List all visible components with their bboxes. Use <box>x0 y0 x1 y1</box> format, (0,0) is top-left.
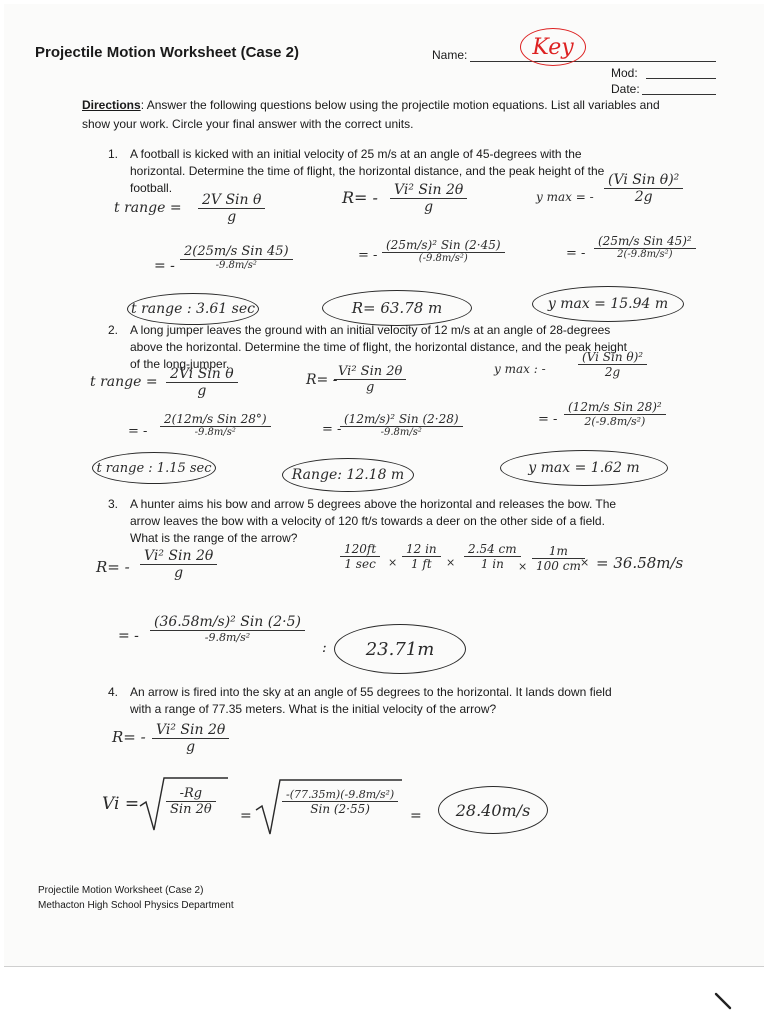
date-label: Date: <box>611 82 640 96</box>
t-range-label: t range = <box>114 200 182 216</box>
t-formula <box>198 192 265 225</box>
ymax-answer: y max = 15.94 m <box>532 286 684 322</box>
r-answer: 23.71m <box>334 624 466 674</box>
conversion-4-num: 1m <box>532 544 585 559</box>
conversion-4 <box>532 544 585 573</box>
question-3 <box>108 496 628 547</box>
conversion-3-den: 1 in <box>480 557 504 571</box>
times-symbol: × <box>388 556 398 569</box>
directions-text: : Answer the following questions below using the projectile motion equations. List all variables and show your work. Circle your final answer with the correct units. <box>82 98 660 131</box>
answer-eq: : <box>322 640 327 656</box>
times-symbol: × <box>446 556 456 569</box>
times-symbol: × <box>518 560 528 573</box>
t-answer: t range : 3.61 sec <box>127 293 259 325</box>
conversion-2 <box>402 542 441 571</box>
r-substitution <box>340 412 463 438</box>
ymax-sub-num: (25m/s Sin 45)² <box>594 234 696 249</box>
name-value-key: Key <box>520 28 586 66</box>
question-text: A football is kicked with an initial velocity of 25 m/s at an angle of 45-degrees with the horizontal. Determine the time of flight, the horizontal distance, and the peak height of the football. <box>130 147 605 195</box>
ymax-answer: y max = 1.62 m <box>500 450 668 486</box>
vi-substitution <box>282 788 398 816</box>
t-formula-den: g <box>197 383 207 399</box>
ymax-formula-den: 2g <box>634 189 653 205</box>
name-line <box>470 61 716 62</box>
t-range-label: t range = <box>90 374 158 390</box>
vi-sub-den: Sin (2·55) <box>310 802 370 816</box>
t-formula-den: g <box>227 209 237 225</box>
footer-line-1: Projectile Motion Worksheet (Case 2) <box>38 885 204 896</box>
footer-line-2: Methacton High School Physics Department <box>38 900 234 911</box>
r-formula-den: g <box>186 739 196 755</box>
directions-heading: Directions <box>82 98 141 112</box>
r-sub-den: (-9.8m/s²) <box>418 253 468 264</box>
r-formula-num: Vi² Sin 2θ <box>152 722 229 739</box>
r-sub-den: -9.8m/s² <box>204 631 251 644</box>
r-label: R= - <box>306 372 338 388</box>
date-line <box>642 94 716 95</box>
ymax-formula-den: 2g <box>604 365 621 379</box>
vi-formula-den: Sin 2θ <box>170 802 212 817</box>
ymax-label: y max = - <box>536 190 594 204</box>
t-substitution <box>160 412 271 438</box>
r-formula-num: Vi² Sin 2θ <box>140 548 217 565</box>
question-text: An arrow is fired into the sky at an angle of 55 degrees to the horizontal. It lands down field with a range of 77.35 meters. What is the initial velocity of the arrow? <box>130 685 612 716</box>
r-sub-eq: = - <box>358 248 378 263</box>
r-label: R= - <box>342 188 378 207</box>
conversion-3-num: 2.54 cm <box>464 542 521 557</box>
t-formula <box>166 366 238 399</box>
r-answer: Range: 12.18 m <box>282 458 414 492</box>
r-sub-num: (25m/s)² Sin (2·45) <box>382 238 505 253</box>
r-answer: R= 63.78 m <box>322 290 472 326</box>
ymax-formula-num: (Vi Sin θ)² <box>578 350 647 365</box>
ymax-formula-num: (Vi Sin θ)² <box>604 172 683 189</box>
r-formula-den: g <box>424 199 434 215</box>
answer-eq: = <box>410 808 422 824</box>
conversion-result: = 36.58m/s <box>596 554 684 572</box>
mod-line <box>646 78 716 79</box>
r-formula-den: g <box>366 380 375 395</box>
r-formula <box>390 182 467 215</box>
vi-answer: 28.40m/s <box>438 786 548 834</box>
vi-label: Vi = <box>102 794 140 814</box>
question-number: 4. <box>108 685 119 699</box>
t-sub-eq: = - <box>128 424 148 439</box>
t-sub-den: -9.8m/s² <box>215 260 257 271</box>
vi-sub-eq: = <box>240 808 252 824</box>
ymax-sub-den: 2(-9.8m/s²) <box>617 249 673 260</box>
conversion-2-den: 1 ft <box>410 557 432 571</box>
ymax-sub-eq: = - <box>538 412 558 427</box>
conversion-2-num: 12 in <box>402 542 441 557</box>
t-substitution <box>180 244 293 271</box>
question-number: 2. <box>108 323 119 337</box>
r-substitution <box>382 238 505 264</box>
question-text: A long jumper leaves the ground with an initial velocity of 12 m/s at an angle of 28-degrees above the horizontal. Determine the time of flight, the horizontal distance, and the peak height of the long-jumper. <box>130 323 627 371</box>
t-answer: t range : 1.15 sec <box>92 452 216 484</box>
ymax-substitution <box>564 400 666 428</box>
t-formula-num: 2V Sin θ <box>198 192 265 209</box>
r-sub-eq: = - <box>322 422 342 437</box>
r-substitution <box>150 614 305 644</box>
directions <box>82 96 682 134</box>
t-sub-den: -9.8m/s² <box>194 427 236 438</box>
pen-stroke-mark <box>712 990 736 1014</box>
vi-formula-num: -Rg <box>166 786 216 802</box>
vi-sub-num: -(77.35m)(-9.8m/s²) <box>282 788 398 802</box>
r-label: R= - <box>112 728 146 746</box>
t-sub-num: 2(12m/s Sin 28°) <box>160 412 271 427</box>
r-formula <box>152 722 229 755</box>
ymax-sub-num: (12m/s Sin 28)² <box>564 400 666 415</box>
conversion-1-den: 1 sec <box>344 557 376 571</box>
t-formula-num: 2Vi Sin θ <box>166 366 238 383</box>
r-sub-num: (12m/s)² Sin (2·28) <box>340 412 463 427</box>
worksheet-title: Projectile Motion Worksheet (Case 2) <box>35 44 299 61</box>
question-number: 3. <box>108 497 119 511</box>
question-number: 1. <box>108 147 119 161</box>
conversion-1-num: 120ft <box>340 542 380 557</box>
name-label: Name: <box>432 48 468 62</box>
conversion-1 <box>340 542 380 571</box>
r-formula <box>140 548 217 581</box>
conversion-3 <box>464 542 521 571</box>
t-sub-num: 2(25m/s Sin 45) <box>180 244 293 260</box>
ymax-formula <box>604 172 683 205</box>
times-symbol: × <box>580 556 590 569</box>
r-sub-den: -9.8m/s² <box>380 427 422 438</box>
vi-formula <box>166 786 216 817</box>
conversion-4-den: 100 cm <box>536 559 581 573</box>
question-text: A hunter aims his bow and arrow 5 degrees above the horizontal and releases the bow. The arrow leaves the bow with a velocity of 120 ft/s towards a deer on the other side of a field. What is the range of the arrow? <box>130 497 617 545</box>
ymax-sub-eq: = - <box>566 246 586 261</box>
ymax-label: y max : - <box>494 362 546 376</box>
r-label: R= - <box>96 558 130 576</box>
r-formula <box>334 364 406 395</box>
r-formula-num: Vi² Sin 2θ <box>390 182 467 199</box>
r-sub-num: (36.58m/s)² Sin (2·5) <box>150 614 305 631</box>
r-formula-den: g <box>174 565 184 581</box>
ymax-formula <box>578 350 647 379</box>
ymax-sub-den: 2(-9.8m/s²) <box>584 415 646 428</box>
t-sub-eq: = - <box>154 258 175 274</box>
r-formula-num: Vi² Sin 2θ <box>334 364 406 380</box>
mod-label: Mod: <box>611 66 638 80</box>
ymax-substitution <box>594 234 696 260</box>
question-4 <box>108 684 628 718</box>
r-sub-eq: = - <box>118 628 139 644</box>
